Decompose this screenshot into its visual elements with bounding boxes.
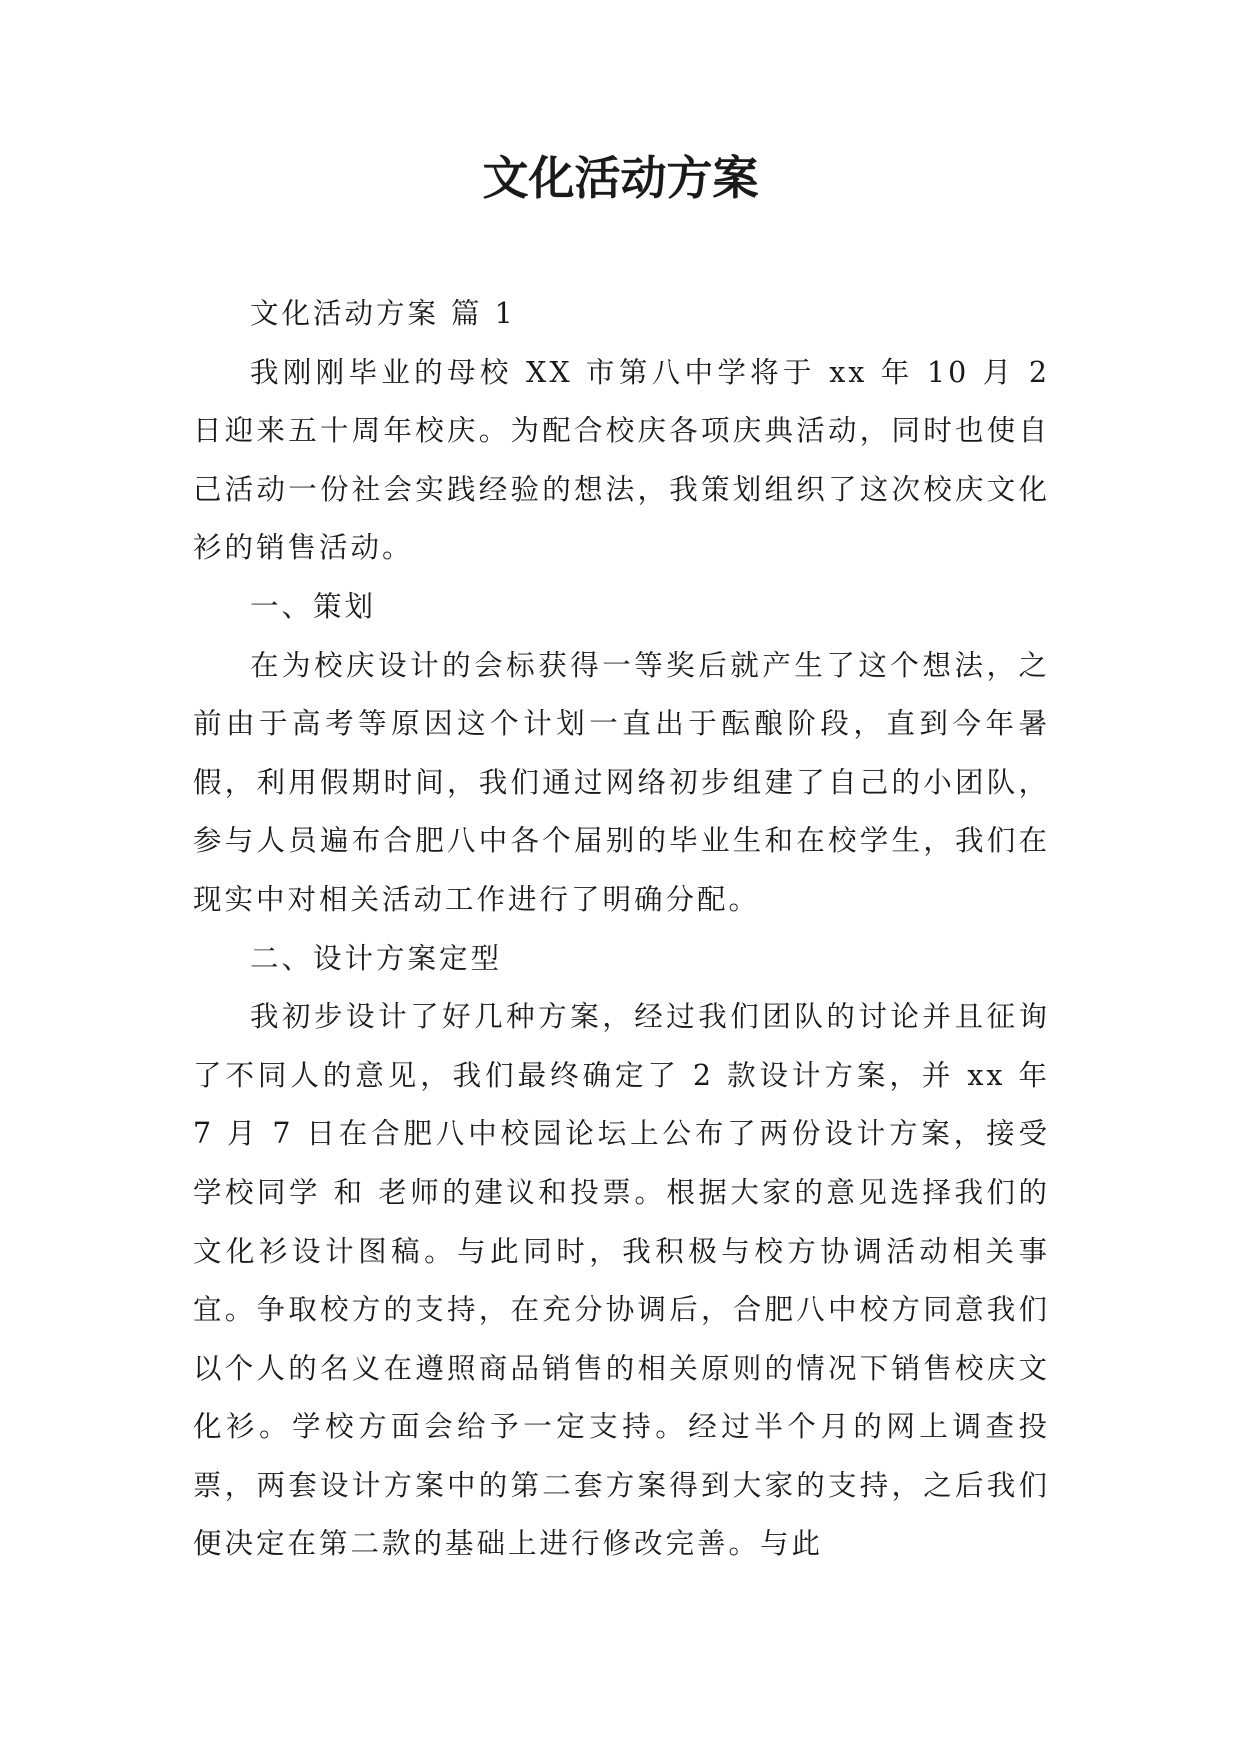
body-paragraph: 我刚刚毕业的母校 XX 市第八中学将于 xx 年 10 月 2 日迎来五十周年校庆。为配合校庆各项庆典活动，同时也使自己活动一份社会实践经验的想法，我策划组织了这次校庆文化衫的销售活动。	[193, 355, 1050, 565]
body-paragraph: 我初步设计了好几种方案，经过我们团队的讨论并且征询了不同人的意见，我们最终确定了 2 款设计方案，并 xx 年 7 月 7 日在合肥八中校园论坛上公布了两份设计方案，接受学校同学 和 老师的建议和投票。根据大家的意见选择我们的文化衫设计图稿。与此同时，我积极与校方协调活动相关事宜。争取校方的支持，在充分协调后，合肥八中校方同意我们以个人的名义在遵照商品销售的相关原则的情况下销售校庆文化衫。学校方面会给予一定支持。经过半个月的网上调查投票，两套设计方案中的第二套方案得到大家的支持，之后我们便决定在第二款的基础上进行修改完善。与此	[193, 1000, 1050, 1561]
section-heading: 一、策划	[250, 589, 377, 623]
section-heading: 二、设计方案定型	[250, 941, 503, 975]
section-heading: 文化活动方案 篇 1	[250, 297, 516, 330]
document-body	[193, 285, 1050, 1574]
document-title: 文化活动方案	[482, 151, 759, 205]
body-paragraph: 在为校庆设计的会标获得一等奖后就产生了这个想法，之前由于高考等原因这个计划一直出于酝酿阶段，直到今年暑假，利用假期时间，我们通过网络初步组建了自己的小团队，参与人员遍布合肥八中各个届别的毕业生和在校学生，我们在现实中对相关活动工作进行了明确分配。	[193, 648, 1050, 916]
